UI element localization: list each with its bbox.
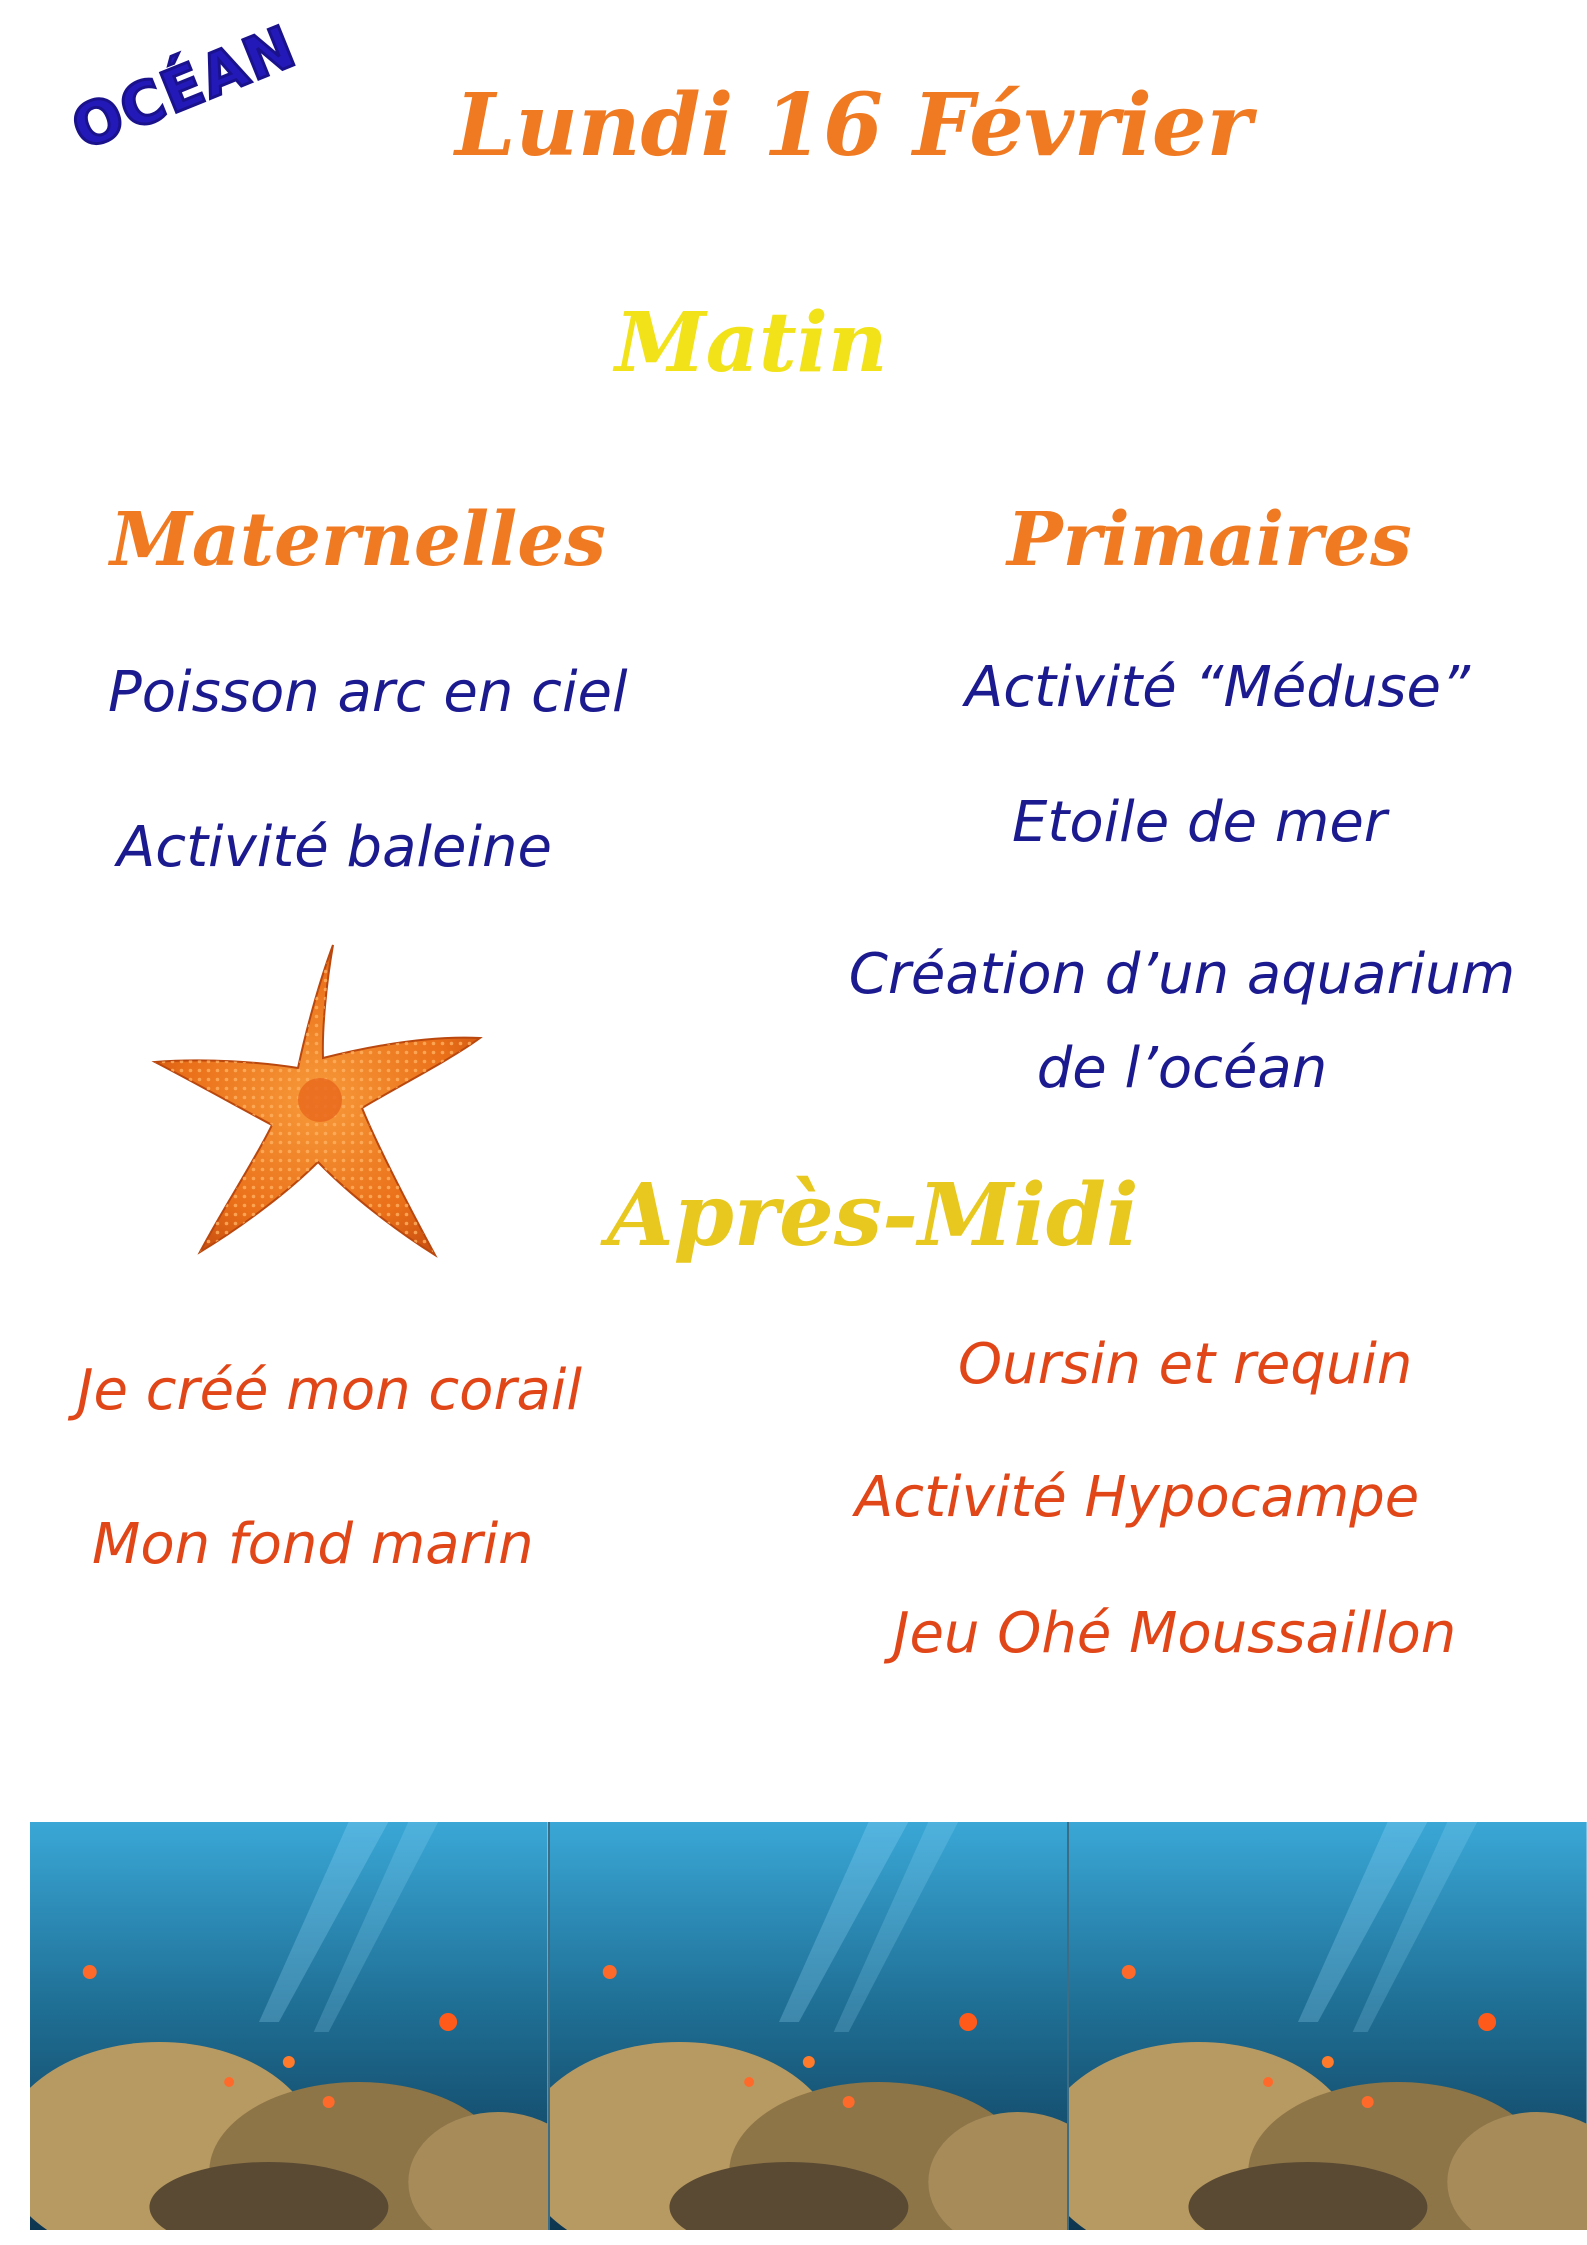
morning-maternelles-item: Poisson arc en ciel (108, 660, 628, 725)
reef-panel-image (30, 1822, 548, 2230)
underwater-banner-image (30, 1822, 1587, 2230)
afternoon-primaires-item: Oursin et requin (958, 1332, 1413, 1397)
starfish-image (150, 940, 485, 1260)
afternoon-primaires-item: Jeu Ohé Moussaillon (893, 1601, 1457, 1666)
morning-primaires-item: Activité “Méduse” (965, 655, 1470, 720)
morning-primaires-item: Création d’un aquarium de l’océan (848, 942, 1516, 1101)
primaires-heading: Primaires (1007, 497, 1412, 583)
morning-primaires-item: Etoile de mer (1012, 790, 1387, 855)
reef-panel-image (548, 1822, 1068, 2230)
afternoon-maternelles-item: Je créé mon corail (77, 1358, 582, 1423)
afternoon-maternelles-item: Mon fond marin (92, 1512, 534, 1577)
morning-heading: Matin (615, 295, 888, 391)
reef-panel-image (1067, 1822, 1587, 2230)
maternelles-heading: Maternelles (110, 497, 606, 583)
morning-maternelles-item: Activité baleine (117, 815, 552, 880)
ocean-logo: OCÉAN (62, 11, 306, 164)
page-title: Lundi 16 Février (455, 75, 1252, 176)
afternoon-heading: Après-Midi (607, 1165, 1139, 1266)
afternoon-primaires-item: Activité Hypocampe (855, 1465, 1420, 1530)
